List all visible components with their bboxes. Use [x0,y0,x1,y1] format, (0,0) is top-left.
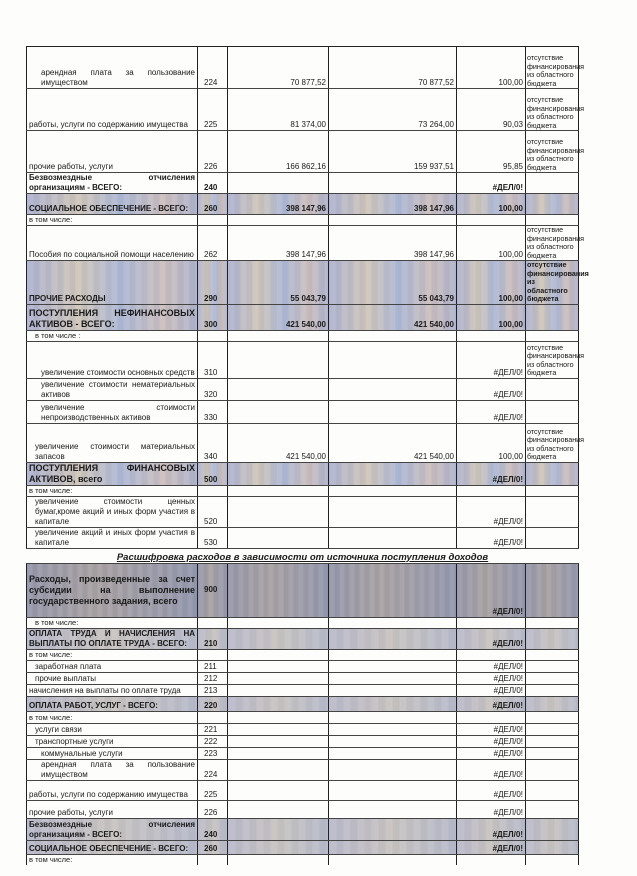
row-note [526,400,579,423]
row-fact: 421 540,00 [329,423,457,462]
row-fact [329,780,457,800]
row-name: ПОСТУПЛЕНИЯ ФИНАНСОВЫХ АКТИВОВ, всего [27,462,198,485]
table-row [27,304,579,330]
row-percent [457,330,526,341]
row-name: прочие работы, услуги [27,131,198,173]
row-code: 210 [198,628,228,649]
row-plan [228,378,329,400]
row-name: увеличение стоимости нематериальных активов [27,378,198,400]
row-note [526,378,579,400]
row-note [526,684,579,696]
row-name: в том числе: [27,215,198,226]
row-fact [329,617,457,628]
row-fact [329,649,457,660]
row-name: увеличение стоимости материальных запасов [27,423,198,462]
row-name: ПОСТУПЛЕНИЯ НЕФИНАНСОВЫХ АКТИВОВ - ВСЕГО: [27,304,198,330]
row-percent [457,854,526,865]
row-name: Безвозмездные отчисления организациям - ВСЕГО: [27,818,198,840]
row-name: увеличение стоимости основных средств [27,341,198,378]
row-percent: #ДЕЛ/0! [457,462,526,485]
row-note [526,840,579,854]
row-plan [228,462,329,485]
row-plan [228,496,329,527]
row-code: 900 [198,563,228,617]
row-name: ПРОЧИЕ РАСХОДЫ [27,261,198,305]
row-percent: 100,00 [457,226,526,261]
table-row [27,215,579,226]
row-fact [329,496,457,527]
row-name: прочие выплаты [27,672,198,684]
table-row [27,854,579,865]
row-name: арендная плата за пользование имуществом [27,47,198,89]
row-fact [329,330,457,341]
row-plan [228,400,329,423]
row-note [526,628,579,649]
row-name: ОПЛАТА РАБОТ, УСЛУГ - ВСЕГО: [27,696,198,711]
row-code: 226 [198,800,228,818]
row-code: 520 [198,496,228,527]
row-plan [228,735,329,747]
table-row [27,330,579,341]
row-name: работы, услуги по содержанию имущества [27,89,198,131]
row-note [526,304,579,330]
row-note [526,485,579,496]
row-fact [329,215,457,226]
row-plan [228,840,329,854]
row-percent: #ДЕЛ/0! [457,780,526,800]
row-percent: 100,00 [457,261,526,305]
row-code [198,485,228,496]
row-fact [329,696,457,711]
row-fact [329,747,457,759]
row-fact [329,840,457,854]
row-fact: 70 877,52 [329,47,457,89]
row-name: арендная плата за пользование имуществом [27,759,198,780]
section-heading: Расшифровка расходов в зависимости от источника поступления доходов [27,548,579,563]
row-name: прочие работы, услуги [27,800,198,818]
row-name: Расходы, произведенные за счет субсидии на выполнение государственного задания, всего [27,563,198,617]
row-plan [228,780,329,800]
table-row [27,649,579,660]
table-row [27,818,579,840]
row-note: отсутствие финансирования из областного бюджета [527,225,585,260]
row-plan [228,672,329,684]
table-row [27,173,579,194]
row-code [198,330,228,341]
row-code [198,649,228,660]
row-code: 211 [198,660,228,672]
row-code [198,711,228,723]
row-code: 224 [198,47,228,89]
row-code: 300 [198,304,228,330]
row-fact [329,723,457,735]
row-note [526,194,579,215]
row-percent: #ДЕЛ/0! [457,800,526,818]
row-plan [228,330,329,341]
row-fact [329,341,457,378]
table-row [27,131,579,173]
row-code: 260 [198,840,228,854]
row-code: 320 [198,378,228,400]
table-row [27,747,579,759]
row-percent [457,711,526,723]
table-row [27,194,579,215]
row-percent: #ДЕЛ/0! [457,496,526,527]
row-plan: 166 862,16 [228,131,329,173]
expense-table [26,46,589,865]
row-fact: 159 937,51 [329,131,457,173]
row-code: 330 [198,400,228,423]
row-code: 530 [198,527,228,548]
table-row [27,735,579,747]
row-code: 260 [198,194,228,215]
row-plan [228,341,329,378]
row-note: отсутствие финансирования из областного бюджета [526,89,579,131]
row-percent: #ДЕЛ/0! [457,735,526,747]
table-row [27,226,579,261]
row-code: 240 [198,173,228,194]
table-row [27,660,579,672]
row-fact [329,818,457,840]
table-row [27,711,579,723]
row-percent: #ДЕЛ/0! [457,400,526,423]
row-code: 222 [198,735,228,747]
row-percent: #ДЕЛ/0! [457,660,526,672]
row-plan [228,660,329,672]
row-note [526,649,579,660]
row-plan [228,684,329,696]
row-code: 223 [198,747,228,759]
row-note [526,818,579,840]
table-row [27,723,579,735]
row-plan [228,485,329,496]
row-note [526,747,579,759]
row-name: работы, услуги по содержанию имущества [27,780,198,800]
table-row [27,341,579,378]
table-row [27,261,579,305]
table-row [27,759,579,780]
row-plan: 70 877,52 [228,47,329,89]
table-row [27,548,579,563]
row-code: 340 [198,423,228,462]
row-percent: #ДЕЛ/0! [457,840,526,854]
row-code: 221 [198,723,228,735]
row-note: отсутствие финансирования из областного бюджета [526,423,579,462]
row-percent: #ДЕЛ/0! [457,723,526,735]
row-code: 213 [198,684,228,696]
row-fact [329,735,457,747]
row-percent [457,649,526,660]
row-name: ОПЛАТА ТРУДА И НАЧИСЛЕНИЯ НА ВЫПЛАТЫ ПО ОПЛАТЕ ТРУДА - ВСЕГО: [27,628,198,649]
row-note [526,711,579,723]
row-plan [228,747,329,759]
row-code [198,854,228,865]
row-plan [228,173,329,194]
row-percent: #ДЕЛ/0! [457,341,526,378]
row-percent: #ДЕЛ/0! [457,672,526,684]
row-percent: #ДЕЛ/0! [457,759,526,780]
row-percent [457,617,526,628]
table-row [27,780,579,800]
row-name: СОЦИАЛЬНОЕ ОБЕСПЕЧЕНИЕ - ВСЕГО: [27,840,198,854]
row-plan [228,711,329,723]
row-plan: 81 374,00 [228,89,329,131]
table-row [27,423,579,462]
row-percent: #ДЕЛ/0! [457,684,526,696]
row-percent: #ДЕЛ/0! [457,747,526,759]
row-name: в том числе: [27,649,198,660]
row-code: 212 [198,672,228,684]
row-percent: #ДЕЛ/0! [457,173,526,194]
row-name: в том числе: [27,711,198,723]
row-percent: 100,00 [457,423,526,462]
row-name: Пособия по социальной помощи населению [27,226,198,261]
row-note [526,780,579,800]
row-name: СОЦИАЛЬНОЕ ОБЕСПЕЧЕНИЕ - ВСЕГО: [27,194,198,215]
row-plan [228,649,329,660]
row-fact: 421 540,00 [329,304,457,330]
row-plan [228,723,329,735]
row-name: начисления на выплаты по оплате труда [27,684,198,696]
row-code [198,215,228,226]
row-plan [228,617,329,628]
row-code: 240 [198,818,228,840]
row-note: отсутствие финансирования из областного бюджета [527,342,585,377]
table-row [27,462,579,485]
row-percent: #ДЕЛ/0! [457,563,526,617]
table-row [27,800,579,818]
row-code: 224 [198,759,228,780]
row-name: в том числе : [27,330,198,341]
row-name: в том числе: [27,485,198,496]
row-fact [329,684,457,696]
row-fact [329,711,457,723]
row-fact [329,672,457,684]
row-note [526,759,579,780]
row-percent: #ДЕЛ/0! [457,818,526,840]
row-fact [329,400,457,423]
table-row [27,400,579,423]
row-code [198,617,228,628]
row-code: 225 [198,89,228,131]
row-fact [329,759,457,780]
row-percent [457,215,526,226]
row-fact [329,462,457,485]
table-row [27,628,579,649]
row-plan: 398 147,96 [228,194,329,215]
row-name: в том числе: [27,854,198,865]
row-code: 310 [198,341,228,378]
row-fact [329,854,457,865]
row-plan [228,696,329,711]
row-note [526,617,579,628]
row-note [526,330,579,341]
row-plan: 421 540,00 [228,423,329,462]
table-row [27,684,579,696]
row-fact: 398 147,96 [329,226,457,261]
row-code: 500 [198,462,228,485]
row-percent: 90,03 [457,89,526,131]
row-note [526,527,579,548]
row-fact [329,173,457,194]
table-row [27,696,579,711]
row-plan [228,628,329,649]
row-name: заработная плата [27,660,198,672]
row-percent [457,485,526,496]
row-percent: 100,00 [457,304,526,330]
row-percent: #ДЕЛ/0! [457,378,526,400]
row-note [526,723,579,735]
table-row [27,672,579,684]
row-plan [228,527,329,548]
row-note [526,462,579,485]
table-row [27,563,579,617]
row-plan: 421 540,00 [228,304,329,330]
row-name: услуги связи [27,723,198,735]
row-name: увеличение стоимости непроизводственных активов [27,400,198,423]
row-fact [329,800,457,818]
row-name: коммунальные услуги [27,747,198,759]
row-plan [228,818,329,840]
row-name: увеличение стоимости ценных бумаг,кроме акций и иных форм участия в капитале [27,496,198,527]
row-code: 225 [198,780,228,800]
row-note [526,660,579,672]
row-plan: 55 043,79 [228,261,329,305]
row-code: 262 [198,226,228,261]
row-fact: 398 147,96 [329,194,457,215]
row-percent: 95,85 [457,131,526,173]
row-percent: #ДЕЛ/0! [457,527,526,548]
row-note [526,215,579,226]
row-plan [228,563,329,617]
row-plan [228,854,329,865]
row-note: отсутствие финансирования из областного бюджета [526,47,579,89]
row-note [526,735,579,747]
table-row [27,496,579,527]
row-note [526,496,579,527]
row-note: отсутствие финансирования из областного бюджета [527,260,589,303]
row-percent: 100,00 [457,47,526,89]
row-note [526,173,579,194]
row-fact: 73 264,00 [329,89,457,131]
row-note [526,854,579,865]
row-plan [228,215,329,226]
table-row [27,485,579,496]
row-name: Безвозмездные отчисления организациям - ВСЕГО: [27,173,198,194]
row-code: 226 [198,131,228,173]
row-fact [329,485,457,496]
table-row [27,617,579,628]
row-fact [329,563,457,617]
table-row [27,840,579,854]
row-percent: 100,00 [457,194,526,215]
table-row [27,527,579,548]
row-fact [329,378,457,400]
row-name: увеличение акций и иных форм участия в капитале [27,527,198,548]
table-row [27,378,579,400]
row-fact: 55 043,79 [329,261,457,305]
row-fact [329,660,457,672]
row-plan [228,759,329,780]
row-percent: #ДЕЛ/0! [457,696,526,711]
row-note [526,563,579,617]
row-note [526,672,579,684]
row-note [526,800,579,818]
row-note: отсутствие финансирования из областного бюджета [526,131,579,173]
row-plan [228,800,329,818]
table-row [27,89,579,131]
row-name: в том числе: [27,617,198,628]
row-name: транспортные услуги [27,735,198,747]
report-sheet [26,46,589,865]
row-fact [329,628,457,649]
row-plan: 398 147,96 [228,226,329,261]
row-note [526,696,579,711]
row-code: 290 [198,261,228,305]
table-row [27,47,579,89]
row-percent: #ДЕЛ/0! [457,628,526,649]
row-fact [329,527,457,548]
row-code: 220 [198,696,228,711]
